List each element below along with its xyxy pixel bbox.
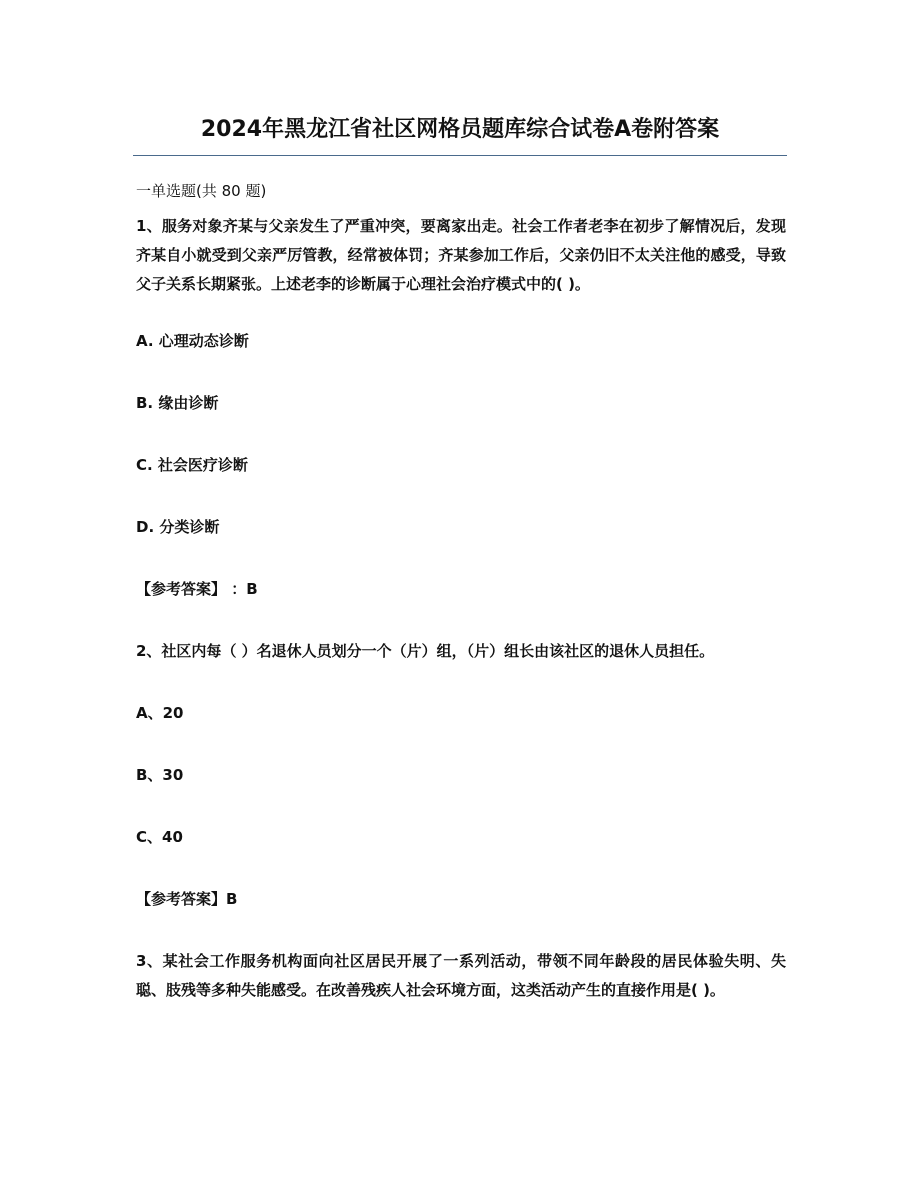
- question-1-option-d: D. 分类诊断: [136, 518, 220, 536]
- question-2-answer: 【参考答案】B: [136, 890, 238, 908]
- question-3-stem: 3、某社会工作服务机构面向社区居民开展了一系列活动，带领不同年龄段的居民体验失明、失聪、肢残等多种失能感受。在改善残疾人社会环境方面，这类活动产生的直接作用是( )。: [136, 952, 786, 999]
- question-2-stem: 2、社区内每（ ）名退休人员划分一个（片）组，（片）组长由该社区的退休人员担任。: [136, 642, 715, 660]
- section-heading: 一单选题(共 80 题): [136, 182, 267, 200]
- question-1-option-c: C. 社会医疗诊断: [136, 456, 248, 474]
- question-2-option-c: C、40: [136, 828, 183, 846]
- question-1-option-b: B. 缘由诊断: [136, 394, 219, 412]
- question-2-option-b: B、30: [136, 766, 184, 784]
- title-divider: [133, 155, 787, 156]
- question-2-option-a: A、20: [136, 704, 184, 722]
- question-1-stem: 1、服务对象齐某与父亲发生了严重冲突，要离家出走。社会工作者老李在初步了解情况后，发现齐某自小就受到父亲严厉管教，经常被体罚；齐某参加工作后，父亲仍旧不太关注他的感受，导致父子关系长期紧张。上述老李的诊断属于心理社会治疗模式中的( )。: [136, 217, 786, 293]
- question-1-answer: 【参考答案】 ：B: [136, 580, 258, 598]
- question-1-option-a: A. 心理动态诊断: [136, 332, 249, 350]
- document-title: 2024年黑龙江省社区网格员题库综合试卷A卷附答案: [200, 117, 720, 142]
